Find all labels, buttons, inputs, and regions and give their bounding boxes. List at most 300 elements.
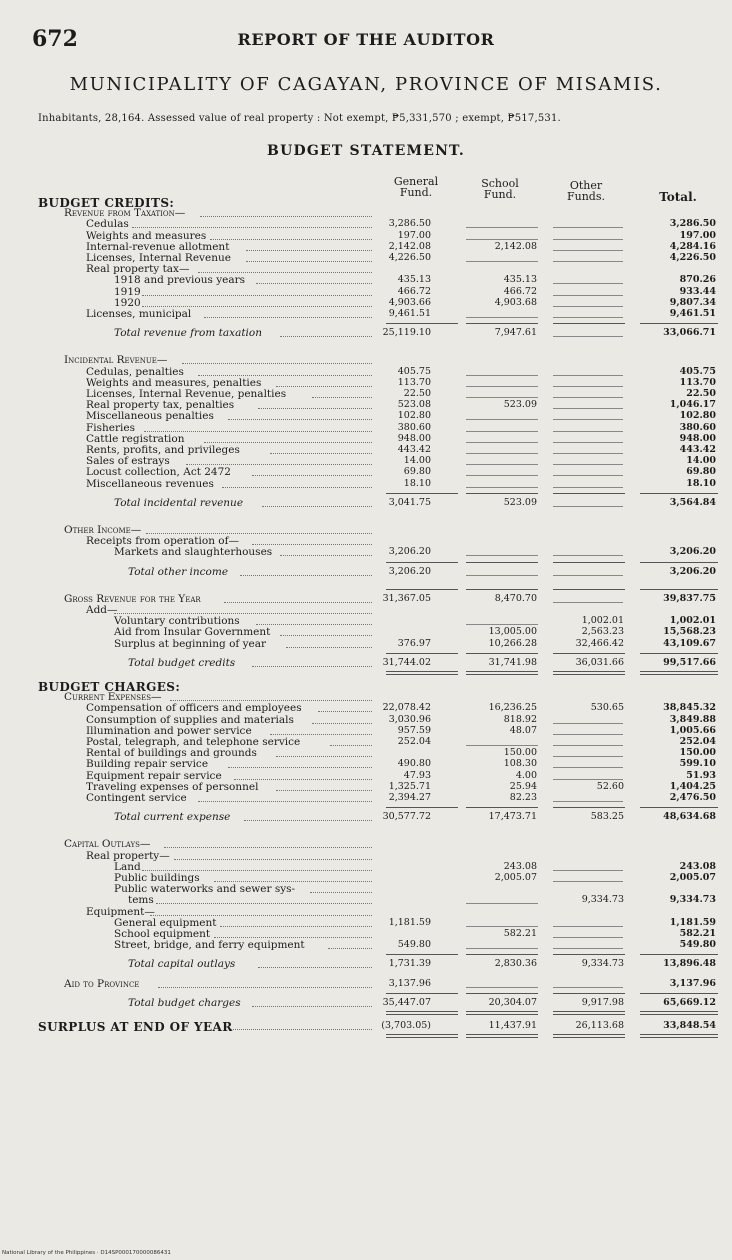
general-fund-value: 380.60 [397,421,431,433]
leader-dots [246,261,372,262]
total-rule [553,993,625,994]
row-label: Postal, telegraph, and telephone service [86,736,301,748]
table-row [0,626,732,638]
double-rule [640,671,718,675]
total-value: 933.44 [679,285,716,297]
total-value: 9,334.73 [669,894,716,906]
leader-dots [164,847,372,848]
total-value: 69.80 [686,466,716,478]
leader-dots [258,408,372,409]
leader-dots [280,336,372,337]
total-value: 870.26 [679,274,716,286]
table-row [0,366,732,378]
leader-dots [270,734,372,735]
table-row [0,1020,732,1032]
total-value: 1,404.25 [669,780,716,792]
blank-entry-line [553,250,623,251]
row-label: Rents, profits, and privileges [86,444,240,456]
leader-dots [228,419,372,420]
total-value: 150.00 [679,747,716,759]
leader-dots [252,544,372,545]
double-rule [466,671,538,675]
row-label: 1920 [114,296,141,309]
blank-entry-line [466,745,538,746]
table-row [0,455,732,467]
total-rule [553,653,625,654]
table-row [0,928,732,940]
total-rule [640,589,718,590]
leader-dots [244,820,372,821]
row-label: Cedulas, penalties [86,365,184,378]
leader-dots [224,602,372,603]
blank-entry-line [553,487,623,488]
leader-dots [256,283,372,284]
column-header-other: Other Funds. [567,179,605,203]
total-rule [553,323,625,324]
blank-entry-line [466,475,538,476]
total-value: 1,002.01 [669,615,716,627]
total-rule [640,562,718,563]
general-fund-value: 18.10 [403,477,431,489]
row-label: Aid to Province [64,977,140,990]
blank-entry-line [466,987,538,988]
table-row [0,702,732,714]
row-label: Aid from Insular Government [114,626,271,639]
general-fund-value: 523.08 [397,399,431,411]
school-fund-value: 16,236.25 [488,702,537,714]
school-fund-value: 523.09 [503,399,537,411]
total-rule [386,589,458,590]
table-row [0,917,732,929]
blank-entry-line [553,575,623,576]
blank-entry-line [553,779,623,780]
page-number: 672 [32,26,78,52]
general-fund-value: 1,325.71 [388,780,431,792]
general-fund-value: 957.59 [397,724,431,736]
general-fund-value: 197.00 [397,229,431,241]
double-rule [640,1011,718,1015]
school-fund-value: 11,437.91 [488,1020,537,1031]
table-row [0,747,732,759]
general-fund-value: 376.97 [397,637,431,649]
row-label: Street, bridge, and ferry equipment [114,939,305,952]
total-value: 51.93 [686,769,716,781]
blank-entry-line [553,734,623,735]
total-value: 197.00 [679,229,716,241]
row-label: Fisheries [86,421,135,434]
blank-entry-line [466,442,538,443]
table-row [0,466,732,478]
blank-entry-line [466,239,538,240]
row-label: tems [128,894,154,907]
leader-dots [228,767,372,768]
school-fund-value: 243.08 [503,860,537,872]
blank-entry-line [553,555,623,556]
table-row [0,524,732,536]
blank-entry-line [466,431,538,432]
general-fund-value: 4,903.66 [388,296,431,308]
leader-dots [258,967,372,968]
double-rule [553,1011,625,1015]
table-row [0,497,732,509]
table-row [0,241,732,253]
row-label: Equipment— [86,905,155,918]
blank-entry-line [553,987,623,988]
total-rule [640,993,718,994]
table-row [0,638,732,650]
leader-dots [252,666,372,667]
row-label: Illumination and power service [86,724,252,737]
leader-dots [214,881,372,882]
total-value: 39,837.75 [663,592,716,604]
row-label: Traveling expenses of personnel [86,780,259,793]
blank-entry-line [553,926,623,927]
total-rule [386,562,458,563]
leader-dots [280,635,372,636]
total-value: 113.70 [679,376,716,388]
total-value: 33,066.71 [663,327,716,339]
leader-dots [276,790,372,791]
blank-entry-line [553,239,623,240]
double-rule [386,671,458,675]
table-row [0,657,732,669]
table-row [0,218,732,230]
blank-entry-line [466,487,538,488]
blank-entry-line [553,464,623,465]
school-fund-value: 31,741.98 [488,656,537,668]
table-row [0,958,732,970]
row-label: Weights and measures, penalties [86,376,262,389]
general-fund-value: 30,577.72 [382,811,431,823]
table-row [0,207,732,219]
general-fund-value: 435.13 [397,274,431,286]
leader-dots [310,892,372,893]
total-value: 549.80 [679,939,716,951]
blank-entry-line [466,227,538,228]
table-row [0,604,732,616]
table-row [0,861,732,873]
total-value: 243.08 [679,860,716,872]
blank-entry-line [466,453,538,454]
other-funds-value: 583.25 [590,811,624,823]
blank-entry-line [466,903,538,904]
blank-entry-line [553,767,623,768]
row-label: Total other income [128,565,229,578]
table-row [0,546,732,558]
table-row [0,535,732,547]
total-value: 3,849.88 [669,713,716,725]
total-rule [553,954,625,955]
leader-dots [234,779,372,780]
row-label: Cattle registration [86,432,185,445]
leader-dots [231,1029,372,1030]
table-row [0,883,732,895]
row-label: Incidental Revenue— [64,354,168,367]
general-fund-value: 3,206.20 [388,546,431,558]
leader-dots [204,442,372,443]
leader-dots [186,464,372,465]
row-label: Total incidental revenue [114,496,244,509]
general-fund-value: 47.93 [403,769,431,781]
blank-entry-line [466,397,538,398]
leader-dots [182,363,372,364]
total-rule [466,589,538,590]
general-fund-value: 3,137.96 [388,977,431,989]
blank-entry-line [466,624,538,625]
leader-dots [200,216,372,217]
row-label: Total revenue from taxation [114,327,262,340]
row-label: BUDGET CHARGES: [38,680,181,694]
table-row [0,978,732,990]
total-value: 9,461.51 [669,308,716,319]
blank-entry-line [466,375,538,376]
table-row [0,433,732,445]
total-value: 4,284.16 [669,240,716,252]
blank-entry-line [466,386,538,387]
total-value: 3,206.20 [669,565,716,577]
general-fund-value: 466.72 [397,285,431,297]
table-row [0,286,732,298]
blank-entry-line [553,506,623,507]
row-label: Public buildings [114,872,200,884]
leader-dots [114,613,372,614]
row-label: Total budget charges [128,996,241,1009]
table-row [0,838,732,850]
general-fund-value: 22,078.42 [382,702,431,714]
total-rule [553,589,625,590]
other-funds-value: 530.65 [590,702,624,714]
general-fund-value: 3,041.75 [388,496,431,508]
table-row [0,230,732,242]
row-label: Total current expense [114,811,231,824]
blank-entry-line [553,336,623,337]
total-value: 582.21 [679,928,716,939]
table-row [0,792,732,804]
leader-dots [174,859,372,860]
total-rule [466,807,538,808]
general-fund-value: 4,226.50 [388,252,431,263]
blank-entry-line [553,745,623,746]
total-value: 948.00 [679,432,716,444]
school-fund-value: 20,304.07 [488,996,537,1008]
leader-dots [210,239,372,240]
row-label: BUDGET CREDITS: [38,196,175,210]
row-label: Capital Outlays— [64,838,151,851]
total-rule [553,562,625,563]
table-row [0,781,732,793]
leader-dots [204,317,372,318]
row-label: Revenue from Taxation— [64,207,186,220]
table-row [0,615,732,627]
table-row [0,196,732,208]
school-fund-value: 4.00 [515,769,537,781]
other-funds-value: 26,113.68 [575,1020,624,1031]
table-row [0,725,732,737]
row-label: Voluntary contributions [114,615,240,628]
table-row [0,758,732,770]
blank-entry-line [466,555,538,556]
school-fund-value: 25.94 [509,780,537,792]
total-value: 18.10 [686,477,716,489]
total-rule [640,493,718,494]
row-label: Consumption of supplies and materials [86,713,294,726]
total-rule [640,807,718,808]
row-label: Equipment repair service [86,769,222,782]
total-value: 22.50 [686,388,716,399]
blank-entry-line [553,602,623,603]
row-label: 1918 and previous years [114,274,246,287]
general-fund-value: 948.00 [397,432,431,444]
table-row [0,297,732,309]
blank-entry-line [466,926,538,927]
table-row [0,691,732,703]
general-fund-value: 2,142.08 [388,240,431,252]
total-value: 4,226.50 [669,252,716,263]
leader-dots [330,745,372,746]
general-fund-value: (3,703.05) [381,1020,431,1031]
leader-dots [256,624,372,625]
row-label: Other Income— [64,524,142,536]
general-fund-value: 1,181.59 [388,916,431,928]
school-fund-value: 13,005.00 [488,626,537,638]
leader-dots [150,915,372,916]
school-fund-value: 818.92 [503,713,537,725]
total-value: 252.04 [679,736,716,747]
total-value: 2,476.50 [669,792,716,803]
leader-dots [252,475,372,476]
leader-dots [220,926,372,927]
leader-dots [214,937,372,938]
leader-dots [198,375,372,376]
row-label: Total capital outlays [128,958,236,971]
blank-entry-line [553,475,623,476]
general-fund-value: 3,206.20 [388,565,431,577]
other-funds-value: 2,563.23 [581,626,624,638]
school-fund-value: 466.72 [503,285,537,297]
row-label: Weights and measures [86,229,207,242]
row-label: SURPLUS AT END OF YEAR [38,1020,233,1034]
row-label: Building repair service [86,758,209,771]
total-rule [466,323,538,324]
table-row [0,736,732,748]
blank-entry-line [553,937,623,938]
general-fund-value: 31,744.02 [382,656,431,668]
leader-dots [262,506,372,507]
total-value: 599.10 [679,758,716,770]
running-head: REPORT OF THE AUDITOR [237,30,495,49]
school-fund-value: 2,005.07 [494,872,537,883]
total-rule [466,653,538,654]
other-funds-value: 32,466.42 [575,637,624,649]
general-fund-value: 3,286.50 [388,218,431,230]
leader-dots [276,756,372,757]
blank-entry-line [553,306,623,307]
school-fund-value: 82.23 [509,792,537,803]
blank-entry-line [466,575,538,576]
total-value: 1,181.59 [669,916,716,928]
blank-entry-line [466,948,538,949]
general-fund-value: 252.04 [397,736,431,747]
total-value: 33,848.54 [663,1020,716,1031]
leader-dots [328,948,372,949]
leader-dots [158,987,372,988]
blank-entry-line [553,227,623,228]
total-rule [466,993,538,994]
general-fund-value: 3,030.96 [388,713,431,725]
blank-entry-line [553,431,623,432]
school-fund-value: 4,903.68 [494,296,537,308]
blank-entry-line [466,317,538,318]
table-row [0,906,732,918]
leader-dots [156,903,372,904]
row-label: Gross Revenue for the Year [64,592,201,605]
row-label: Licenses, Internal Revenue [86,252,231,264]
footer-credit: National Library of the Philippines · D14SP000170000086431 [2,1250,171,1256]
table-row [0,377,732,389]
other-funds-value: 1,002.01 [581,615,624,627]
leader-dots [280,555,372,556]
total-value: 3,286.50 [669,218,716,230]
total-value: 13,896.48 [663,958,716,970]
table-row [0,850,732,862]
total-rule [640,954,718,955]
double-rule [386,1034,458,1038]
row-label: Land [114,860,141,873]
blank-entry-line [553,283,623,284]
school-fund-value: 7,947.61 [494,327,537,339]
leader-dots [142,295,372,296]
total-value: 1,005.66 [669,724,716,736]
row-label: Real property— [86,849,170,862]
statement-title: BUDGET STATEMENT. [267,143,465,159]
total-rule [466,562,538,563]
leader-dots [240,575,372,576]
row-label: Compensation of officers and employees [86,702,302,715]
table-row [0,327,732,339]
total-value: 2,005.07 [669,872,716,883]
row-label: Current Expenses— [64,691,162,704]
general-fund-value: 490.80 [397,758,431,770]
total-value: 65,669.12 [663,996,716,1008]
total-rule [386,493,458,494]
table-row [0,252,732,264]
leader-dots [142,870,372,871]
leader-dots [170,700,372,701]
total-rule [640,323,718,324]
total-value: 405.75 [679,365,716,377]
leader-dots [312,397,372,398]
row-label: Licenses, municipal [86,308,192,320]
blank-entry-line [553,723,623,724]
general-fund-value: 1,731.39 [388,958,431,970]
school-fund-value: 108.30 [503,758,537,770]
blank-entry-line [553,870,623,871]
blank-entry-line [553,442,623,443]
leader-dots [252,1006,372,1007]
double-rule [553,1034,625,1038]
total-rule [553,807,625,808]
blank-entry-line [553,317,623,318]
total-value: 1,046.17 [669,399,716,411]
general-fund-value: 14.00 [403,455,431,467]
school-fund-value: 523.09 [503,496,537,508]
school-fund-value: 17,473.71 [488,811,537,823]
total-rule [466,954,538,955]
table-row [0,997,732,1009]
total-value: 380.60 [679,421,716,433]
row-label: Licenses, Internal Revenue, penalties [86,388,287,400]
total-value: 15,568.23 [663,626,716,638]
